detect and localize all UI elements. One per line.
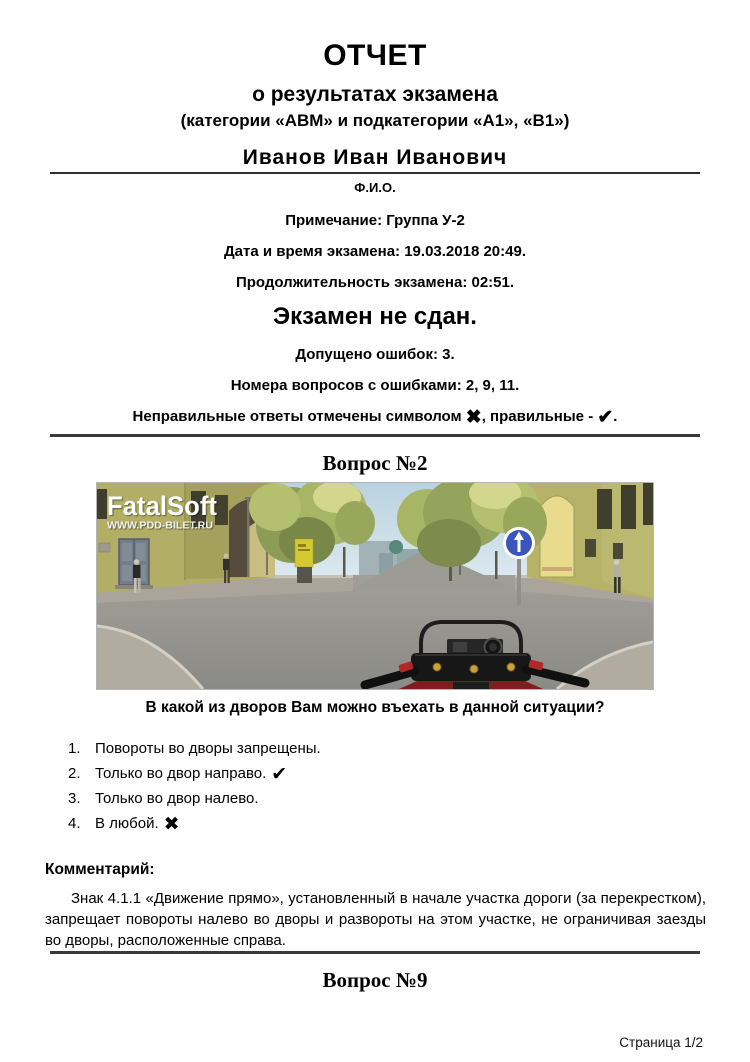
answer-text: Повороты во дворы запрещены. — [95, 740, 321, 757]
cross-mark-icon: ✖ — [465, 407, 482, 428]
report-categories: (категории «АВМ» и подкатегории «А1», «В1») — [180, 111, 570, 130]
watermark-title: FatalSoft — [107, 491, 217, 521]
name-underline — [50, 172, 700, 174]
legend-prefix: Неправильные ответы отмечены символом — [132, 408, 466, 425]
answer-option-3 — [68, 789, 750, 808]
answer-number: 1. — [68, 740, 81, 757]
answer-number: 4. — [68, 815, 81, 832]
question-9-heading: Вопрос №9 — [322, 968, 428, 992]
answer-number: 3. — [68, 790, 81, 807]
comment-label: Комментарий: — [45, 861, 155, 878]
wrong-answer-cross-icon: ✖ — [163, 814, 180, 835]
answer-text: Только во двор направо. — [95, 765, 267, 782]
right-archway — [540, 496, 574, 577]
question-2-scene-image — [96, 482, 654, 690]
marks-legend — [0, 407, 750, 426]
correct-answer-check-icon: ✔ — [271, 764, 288, 785]
person-name: Иванов Иван Иванович — [242, 146, 508, 169]
answer-text: В любой. — [95, 815, 159, 832]
report-title: ОТЧЕТ — [323, 39, 427, 72]
answer-option-4 — [68, 814, 750, 833]
report-subtitle: о результатах экзамена — [252, 83, 498, 106]
name-caption: Ф.И.О. — [354, 180, 396, 195]
question-2-heading: Вопрос №2 — [322, 451, 428, 475]
section-divider — [50, 951, 700, 954]
error-questions-line: Номера вопросов с ошибками: 2, 9, 11. — [230, 377, 520, 394]
answer-option-1 — [68, 739, 750, 758]
answer-number: 2. — [68, 765, 81, 782]
check-mark-icon: ✔ — [597, 407, 614, 428]
answers-list — [68, 739, 750, 833]
note-line: Примечание: Группа У-2 — [285, 212, 465, 229]
errors-count-line: Допущено ошибок: 3. — [295, 346, 455, 363]
street-scene-illustration — [97, 483, 653, 689]
legend-suffix: . — [613, 408, 618, 425]
exam-result: Экзамен не сдан. — [273, 303, 477, 330]
section-divider — [50, 434, 700, 437]
answer-text: Только во двор налево. — [95, 790, 259, 807]
watermark-url: WWW.PDD-BILET.RU — [107, 520, 213, 532]
yellow-kiosk — [295, 539, 313, 583]
exam-datetime-line: Дата и время экзамена: 19.03.2018 20:49. — [224, 243, 526, 260]
answer-option-2 — [68, 764, 750, 783]
question-2-text: В какой из дворов Вам можно въехать в данной ситуации? — [145, 699, 605, 716]
page-indicator: Страница 1/2 — [619, 1035, 703, 1050]
legend-middle: , правильные - — [481, 408, 598, 425]
duration-line: Продолжительность экзамена: 02:51. — [235, 274, 515, 291]
comment-text: Знак 4.1.1 «Движение прямо», установленный в начале участка дороги (за перекрестком), запрещает повороты налево во дворы и развороты на этом участке, не ограничивая заезды во дворы, расположенные справа. — [45, 890, 706, 949]
